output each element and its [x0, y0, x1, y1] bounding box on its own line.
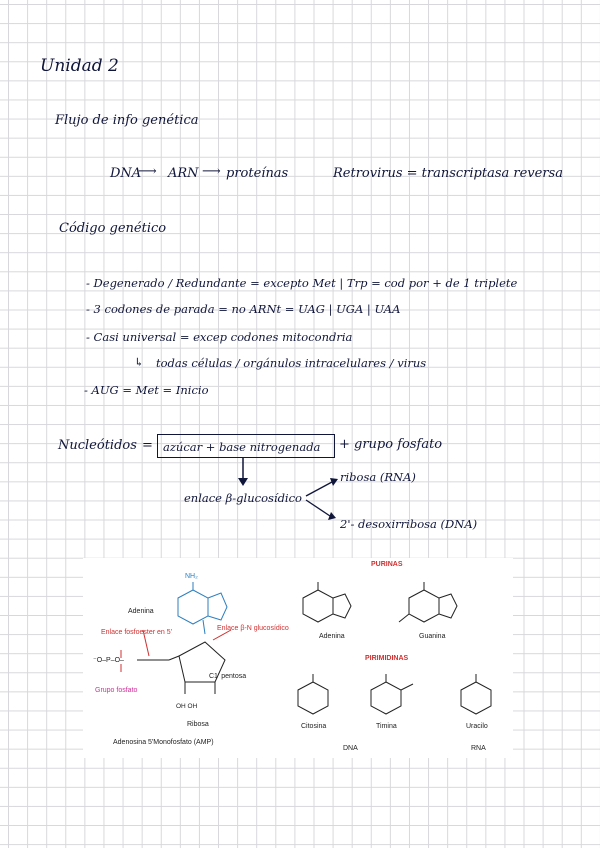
ribosa-label: Ribosa: [187, 721, 209, 728]
section-flujo-title: Flujo de info genética: [55, 113, 199, 128]
bullet-codones-parada: - 3 codones de parada = no ARNt = UAG | UGA | UAA: [86, 302, 401, 316]
c1-pentosa-label: C1' pentosa: [209, 673, 247, 680]
azucar-base-boxed: azúcar + base nitrogenada: [163, 440, 321, 454]
grupo-fosfato-text: + grupo fosfato: [339, 437, 443, 452]
timina-label: Timina: [376, 723, 397, 730]
adenina-base-label: Adenina: [319, 633, 345, 640]
flow-dna: DNA: [110, 166, 142, 181]
flow-proteinas: proteínas: [226, 166, 289, 181]
figure-drawing: [83, 558, 513, 758]
enlace-bn-label: Enlace β-N glucosídico: [217, 625, 289, 632]
retrovirus-note: Retrovirus = transcriptasa reversa: [333, 166, 563, 181]
adenina-label: Adenina: [128, 608, 154, 615]
guanina-label: Guanina: [419, 633, 446, 640]
bullet-casi-universal: - Casi universal = excep codones mitocondria: [86, 330, 353, 344]
nh2-label: NH₂: [185, 573, 198, 580]
ribosa-rna: ribosa (RNA): [340, 470, 416, 484]
flow-arn: ARN: [168, 166, 199, 181]
hook-arrow: ↳: [134, 355, 144, 369]
flow-arrow-1: ⟶: [138, 164, 157, 179]
flow-arrow-2: ⟶: [202, 164, 221, 179]
bullet-degenerado: - Degenerado / Redundante = excepto Met | Trp = cod por + de 1 triplete: [86, 276, 518, 290]
nucleotide-figure: [83, 558, 513, 758]
grupo-fosfato-label: Grupo fosfato: [95, 687, 138, 694]
pirimidinas-header: PIRIMIDINAS: [365, 655, 409, 662]
amp-caption: Adenosina 5'Monofosfato (AMP): [113, 739, 214, 746]
bullet-aug: - AUG = Met = Inicio: [84, 383, 209, 397]
nucleotidos-equals: =: [142, 438, 153, 453]
dna-label: DNA: [343, 745, 358, 752]
purinas-header: PURINAS: [371, 561, 403, 568]
oh-labels: OH OH: [176, 703, 198, 710]
section-codigo-title: Código genético: [59, 221, 167, 236]
desoxirribosa-dna: 2'- desoxirribosa (DNA): [340, 517, 478, 531]
rna-label: RNA: [471, 745, 486, 752]
enlace-glucosidico: enlace β-glucosídico: [184, 491, 302, 505]
nucleotidos-label: Nucleótidos: [58, 438, 137, 453]
citosina-label: Citosina: [301, 723, 327, 730]
enlace-fosfoester-label: Enlace fosfoester en 5': [101, 629, 172, 636]
uracilo-label: Uracilo: [466, 723, 488, 730]
bullet-sub-todas-celulas: todas células / orgánulos intracelulares / virus: [156, 356, 427, 370]
phosphate-formula: ⁻O–P–O–: [93, 657, 124, 664]
page-title: Unidad 2: [40, 56, 119, 76]
